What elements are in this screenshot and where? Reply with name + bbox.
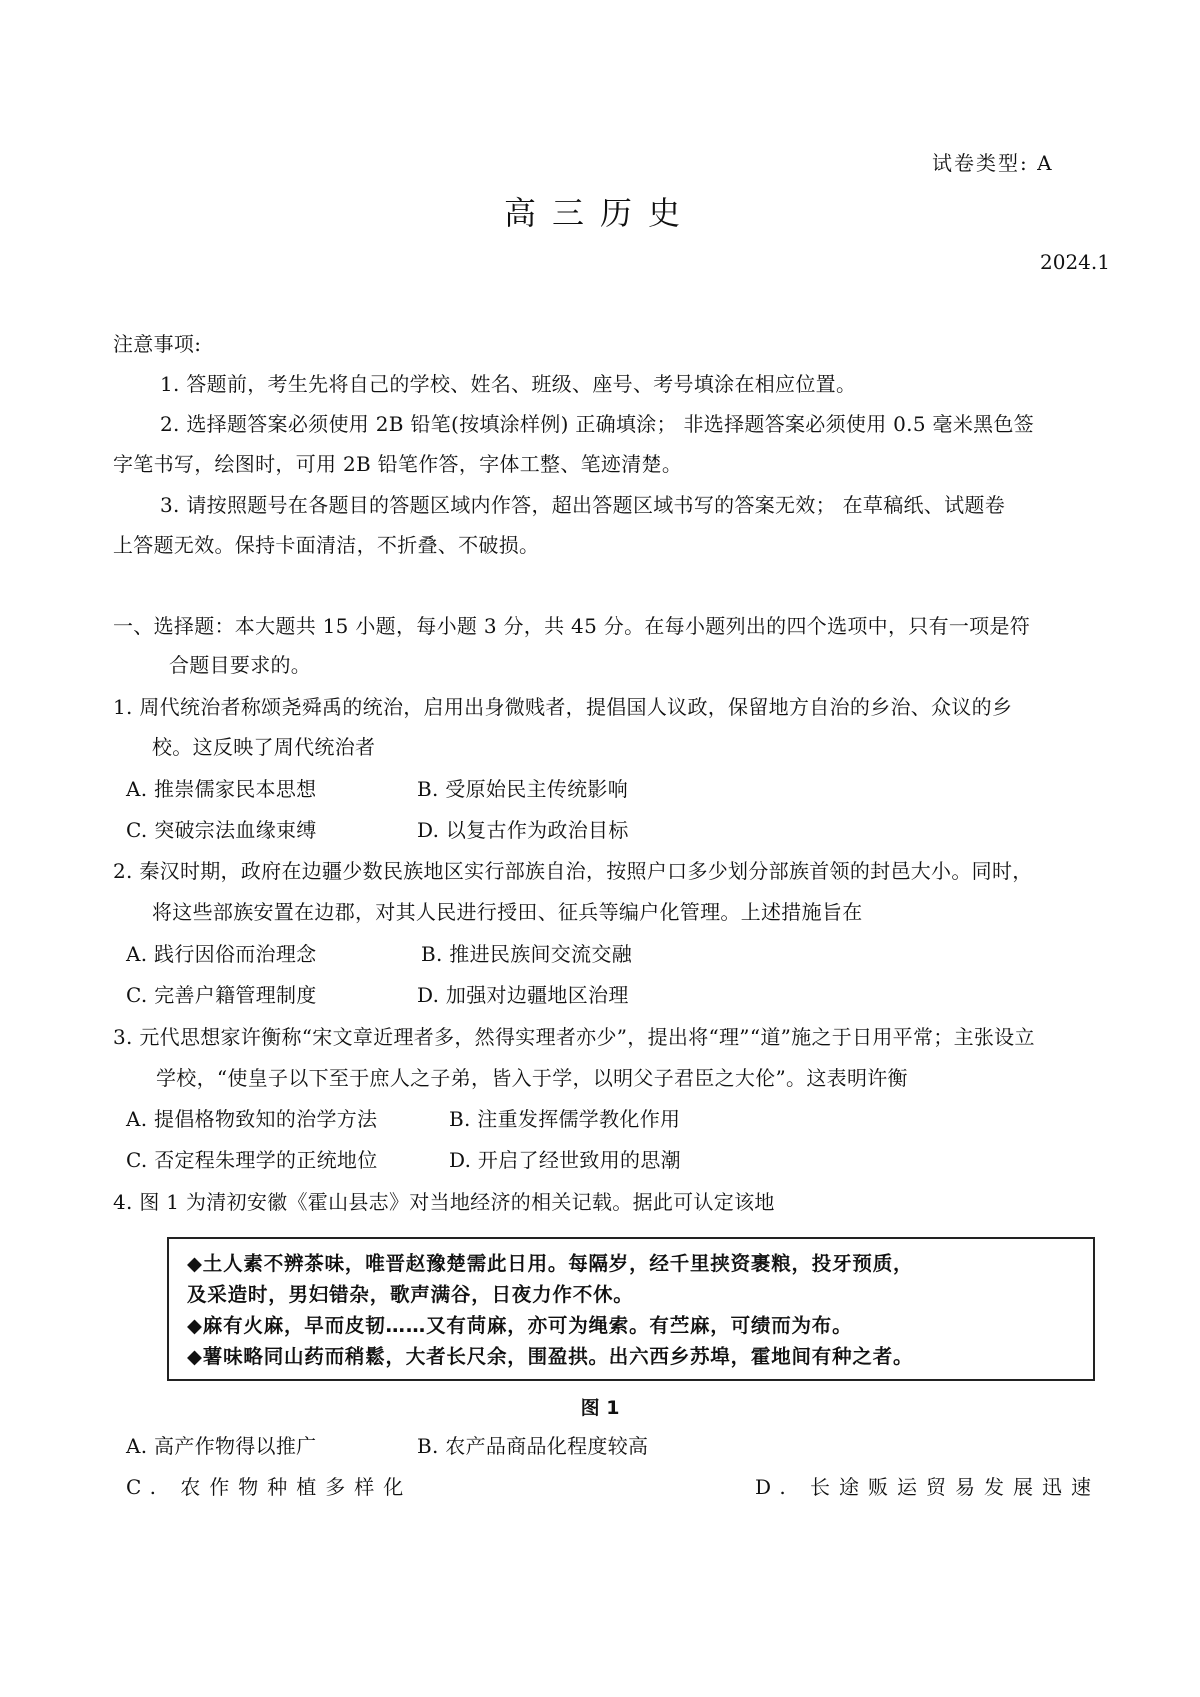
notes-item-1: 1. 答题前，考生先将自己的学校、姓名、班级、座号、考号填涂在相应位置。: [160, 372, 857, 396]
question-3-option-c: C. 否定程朱理学的正统地位: [126, 1148, 378, 1172]
question-2-stem: 2. 秦汉时期，政府在边疆少数民族地区实行部族自治，按照户口多少划分部族首领的封邑大小。同时，: [113, 859, 1033, 883]
question-3-stem-cont: 学校，“使皇子以下至于庶人之子弟，皆入于学，以明父子君臣之大伦”。这表明许衡: [156, 1066, 908, 1090]
paper-type-label: 试卷类型: A: [932, 151, 1054, 175]
question-2-option-b: B. 推进民族间交流交融: [421, 942, 633, 966]
question-2-option-d: D. 加强对边疆地区治理: [417, 983, 629, 1007]
question-1-option-a: A. 推崇儒家民本思想: [126, 777, 317, 801]
question-1-option-c: C. 突破宗法血缘束缚: [126, 818, 317, 842]
section-1-heading-cont: 合题目要求的。: [169, 653, 312, 677]
question-3-option-a: A. 提倡格物致知的治学方法: [126, 1107, 378, 1131]
question-4-option-a: A. 高产作物得以推广: [126, 1434, 317, 1458]
figure-1-line: ◆土人素不辨茶味，唯晋赵豫楚需此日用。每隔岁，经千里挟资裹粮，投牙预质，: [187, 1252, 914, 1275]
figure-1-line: ◆薯味略同山药而稍鬆，大者长尺余，围盈拱。出六西乡苏埠，霍地间有种之者。: [187, 1345, 914, 1368]
question-4-option-d: D. 长途贩运贸易发展迅速: [755, 1475, 1101, 1499]
question-3-option-d: D. 开启了经世致用的思潮: [449, 1148, 681, 1172]
question-4-option-c: C. 农作物种植多样化: [126, 1475, 413, 1499]
question-3-option-b: B. 注重发挥儒学教化作用: [449, 1107, 681, 1131]
notes-item-3-line-1: 3. 请按照题号在各题目的答题区域内作答，超出答题区域书写的答案无效； 在草稿纸、试题卷: [160, 493, 1005, 517]
exam-date: 2024.1: [1040, 250, 1110, 274]
figure-1-line: ◆麻有火麻，早而皮韧……又有苘麻，亦可为绳索。有苎麻，可绩而为布。: [187, 1314, 853, 1337]
question-1-stem: 1. 周代统治者称颂尧舜禹的统治，启用出身微贱者，提倡国人议政，保留地方自治的乡治、众议的乡: [113, 695, 1013, 719]
question-1-stem-cont: 校。这反映了周代统治者: [152, 735, 376, 759]
page-title: 高三历史: [503, 194, 696, 232]
question-4-option-b: B. 农产品商品化程度较高: [417, 1434, 649, 1458]
notes-item-2-line-1: 2. 选择题答案必须使用 2B 铅笔(按填涂样例) 正确填涂； 非选择题答案必须使用 0.5 毫米黑色签: [160, 412, 1035, 436]
notes-heading: 注意事项:: [113, 332, 202, 356]
figure-1-caption: 图 1: [580, 1397, 620, 1419]
figure-1-excerpt-box: [167, 1237, 1095, 1381]
question-2-option-c: C. 完善户籍管理制度: [126, 983, 317, 1007]
question-2-option-a: A. 践行因俗而治理念: [126, 942, 317, 966]
question-1-option-d: D. 以复古作为政治目标: [417, 818, 629, 842]
question-3-stem: 3. 元代思想家许衡称“宋文章近理者多，然得实理者亦少”，提出将“理”“道”施之于日用平常；主张设立: [113, 1025, 1035, 1049]
question-1-option-b: B. 受原始民主传统影响: [417, 777, 629, 801]
notes-item-3-line-2: 上答题无效。保持卡面清洁，不折叠、不破损。: [113, 533, 540, 557]
question-2-stem-cont: 将这些部族安置在边郡，对其人民进行授田、征兵等编户化管理。上述措施旨在: [152, 900, 863, 924]
section-1-heading: 一、选择题：本大题共 15 小题，每小题 3 分，共 45 分。在每小题列出的四个选项中，只有一项是符: [113, 614, 1031, 638]
notes-item-2-line-2: 字笔书写，绘图时，可用 2B 铅笔作答，字体工整、笔迹清楚。: [113, 452, 683, 476]
question-4-stem: 4. 图 1 为清初安徽《霍山县志》对当地经济的相关记载。据此可认定该地: [113, 1190, 775, 1214]
figure-1-line: 及采造时，男妇错杂，歌声满谷，日夜力作不休。: [187, 1283, 634, 1306]
